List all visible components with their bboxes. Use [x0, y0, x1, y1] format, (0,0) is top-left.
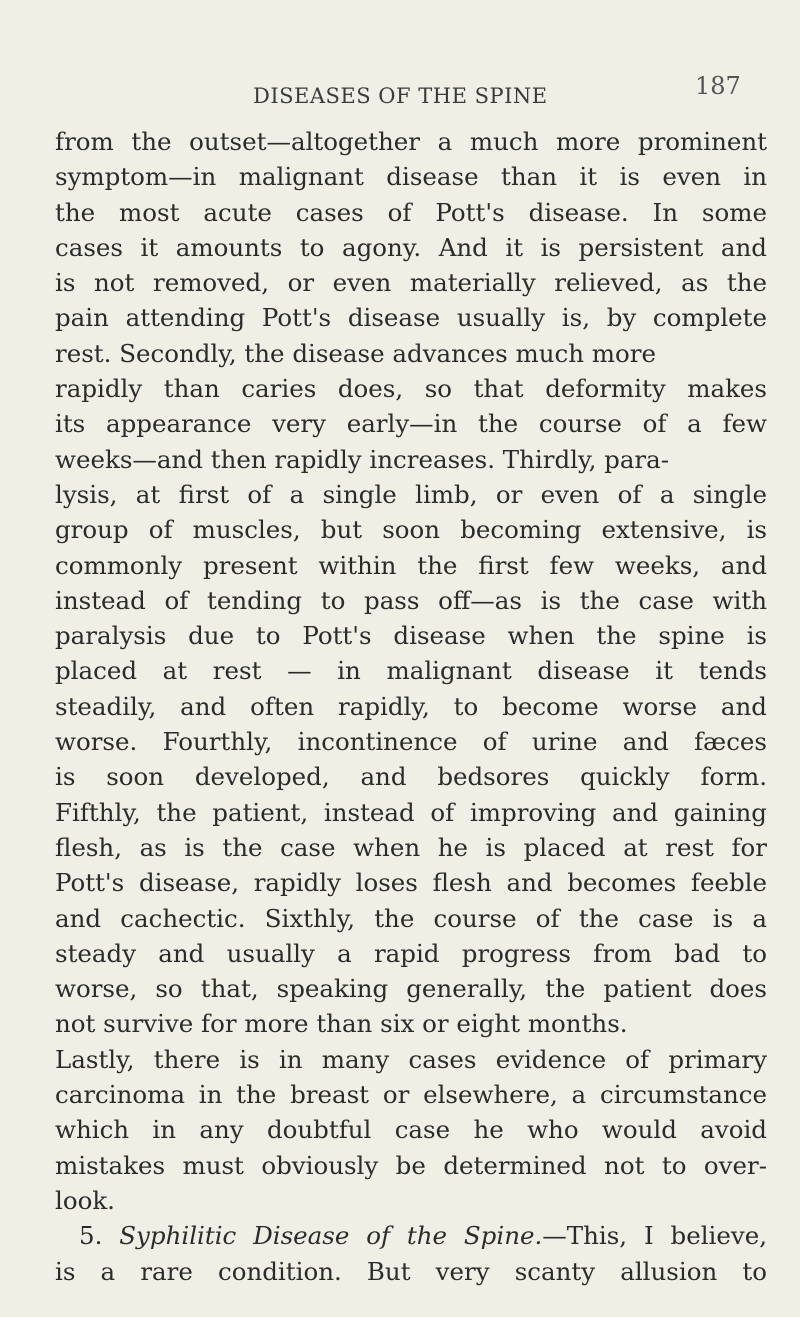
text-line: flesh, as is the case when he is placed at rest for: [55, 832, 767, 862]
text-line: is not removed, or even materially relieved, as the: [55, 268, 767, 298]
text-line: symptom—in malignant disease than it is even in: [55, 162, 767, 192]
text-line: and cachectic. Sixthly, the course of the case is a: [55, 903, 767, 933]
text-line: cases it amounts to agony. And it is persistent and: [55, 232, 767, 262]
section-text: —This, I believe,: [542, 1221, 767, 1251]
text-line: is soon developed, and bedsores quickly form.: [55, 762, 767, 792]
running-title: DISEASES OF THE SPINE: [253, 84, 548, 108]
text-line: group of muscles, but soon becoming extensive, is: [55, 515, 767, 545]
text-line: which in any doubtful case he who would avoid: [55, 1115, 767, 1145]
text-line: Pott's disease, rapidly loses flesh and becomes feeble: [55, 868, 767, 898]
body-text: [55, 124, 767, 1289]
text-line: Fifthly, the patient, instead of improving and gaining: [55, 797, 767, 827]
text-line: steady and usually a rapid progress from bad to: [55, 938, 767, 968]
text-line: worse, so that, speaking generally, the patient does: [55, 974, 767, 1004]
text-line: its appearance very early—in the course of a few: [55, 409, 767, 439]
text-line: look.: [55, 1185, 115, 1215]
text-line: is a rare condition. But very scanty allusion to: [55, 1256, 767, 1286]
text-line: mistakes must obviously be determined not to over-: [55, 1150, 767, 1180]
text-line: pain attending Pott's disease usually is, by complete: [55, 303, 767, 333]
text-line: paralysis due to Pott's disease when the spine is: [55, 621, 767, 651]
text-line: instead of tending to pass off—as is the case with: [55, 585, 767, 615]
text-line: worse. Fourthly, incontinence of urine and fæces: [55, 727, 767, 757]
section-number: 5.: [79, 1221, 103, 1251]
text-line: carcinoma in the breast or elsewhere, a circumstance: [55, 1080, 767, 1110]
section-title: Syphilitic Disease of the Spine.: [119, 1221, 543, 1251]
text-line: weeks—and then rapidly increases. Thirdly, para-: [55, 444, 670, 474]
text-line: from the outset—altogether a much more prominent: [55, 127, 767, 156]
text-line: rest. Secondly, the disease advances much more: [55, 338, 656, 368]
text-line: commonly present within the first few weeks, and: [55, 550, 767, 580]
text-line: Lastly, there is in many cases evidence of primary: [55, 1044, 767, 1074]
text-line: the most acute cases of Pott's disease. In some: [55, 197, 767, 227]
section-heading-line: [55, 1218, 767, 1253]
text-line: placed at rest — in malignant disease it tends: [55, 656, 767, 686]
text-line: rapidly than caries does, so that deformity makes: [55, 374, 767, 404]
text-line: steadily, and often rapidly, to become worse and: [55, 691, 767, 721]
text-line: not survive for more than six or eight months.: [55, 1009, 628, 1039]
text-line: lysis, at first of a single limb, or even of a single: [55, 479, 767, 509]
page-number: 187: [695, 72, 741, 100]
